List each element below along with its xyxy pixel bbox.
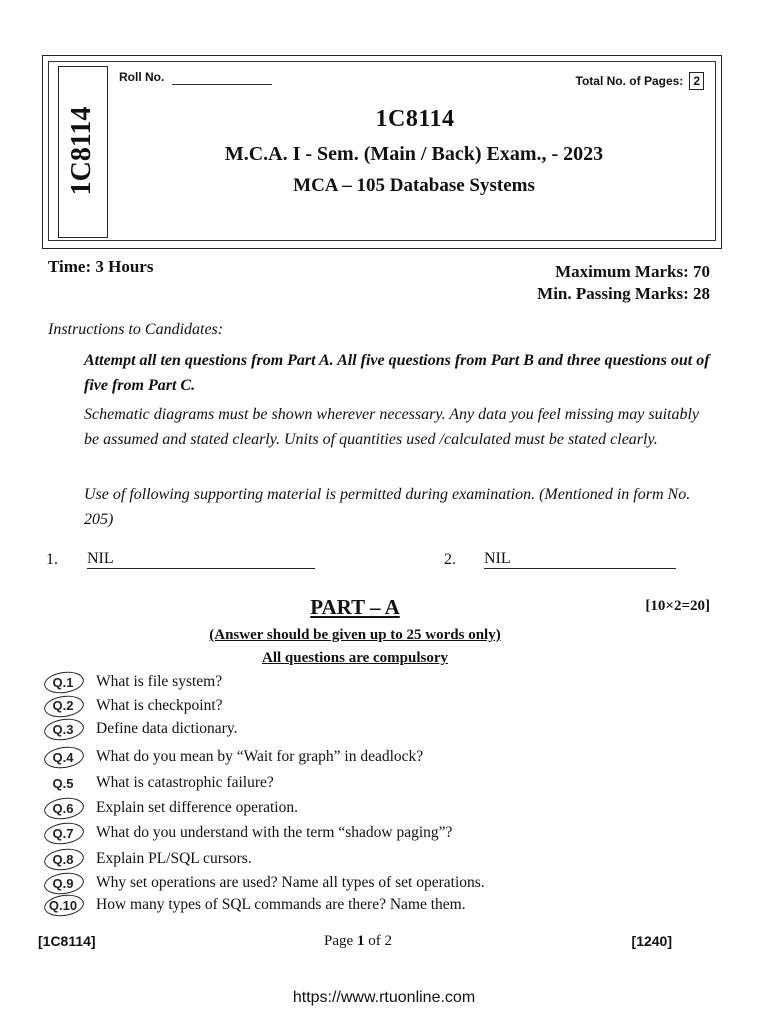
instruction-diagrams: Schematic diagrams must be shown wherever necessary. Any data you feel missing may suitably be assumed and stated clearly. Units of quantities used /calculated must be stated clearly. (84, 406, 700, 448)
question-number: Q.10 (40, 895, 86, 915)
handwritten-circle-mark (43, 669, 86, 695)
question-text: What is file system? (96, 673, 223, 690)
material-2-number: 2. (444, 551, 456, 568)
handwritten-circle-mark (43, 892, 86, 918)
question-item (0, 798, 768, 820)
question-item (0, 672, 768, 694)
subject-title: MCA – 105 Database Systems (293, 175, 535, 196)
side-paper-code: 1C8114 (66, 106, 97, 196)
question-number: Q.6 (40, 798, 86, 818)
part-a-title: PART – A (310, 595, 400, 619)
question-text: What do you mean by “Wait for graph” in deadlock? (96, 748, 424, 765)
question-text: What is checkpoint? (96, 696, 223, 714)
roll-no-label: Roll No. (119, 70, 165, 84)
exam-title: M.C.A. I - Sem. (Main / Back) Exam., - 2023 (224, 143, 604, 165)
question-item (0, 719, 768, 741)
question-item (0, 873, 768, 895)
question-item (0, 895, 768, 917)
question-item (0, 849, 768, 871)
handwritten-circle-mark (43, 795, 86, 821)
footer-paper-code: [1C8114] (38, 933, 96, 949)
question-item (0, 696, 768, 718)
paper-code: 1C8114 (375, 106, 455, 132)
material-2-text: NIL (484, 551, 676, 569)
question-number: Q.8 (40, 849, 86, 869)
question-number: Q.1 (40, 672, 86, 692)
handwritten-circle-mark (43, 716, 86, 742)
question-text: What do you understand with the term “shadow paging”? (96, 824, 453, 841)
question-text: What is catastrophic failure? (96, 774, 274, 791)
question-number: Q.3 (40, 719, 86, 739)
question-number: Q.7 (40, 823, 86, 843)
instruction-material: Use of following supporting material is permitted during examination. (Mentioned in form No. 205) (84, 486, 691, 528)
question-number: Q.9 (40, 873, 86, 893)
question-number: Q.2 (40, 696, 86, 716)
handwritten-circle-mark (43, 820, 86, 846)
total-pages-value: 2 (689, 72, 704, 90)
source-url-link[interactable]: https://www.rtuonline.com (292, 989, 476, 1006)
question-item (0, 823, 768, 845)
handwritten-circle-mark (43, 693, 86, 719)
question-text: Explain PL/SQL cursors. (96, 850, 252, 867)
question-text: Why set operations are used? Name all types of set operations. (96, 874, 485, 891)
min-passing-marks: Min. Passing Marks: 28 (537, 284, 710, 303)
roll-no-line (172, 84, 272, 85)
handwritten-circle-mark (43, 744, 86, 770)
material-1-text: NIL (87, 551, 315, 569)
material-1-number: 1. (46, 551, 58, 568)
maximum-marks: Maximum Marks: 70 (555, 262, 710, 281)
part-a-marks: [10×2=20] (645, 598, 710, 614)
question-text: How many types of SQL commands are there? Name them. (96, 896, 466, 913)
marks-block (537, 261, 710, 305)
instructions-heading: Instructions to Candidates: (48, 321, 224, 338)
total-pages-label: Total No. of Pages: (575, 74, 684, 88)
page-indicator: Page 1 of 2 (324, 933, 392, 949)
part-a-compulsory-note: All questions are compulsory (262, 650, 448, 666)
question-item (0, 747, 768, 769)
question-item (0, 773, 768, 795)
footer-serial: [1240] (631, 933, 672, 949)
handwritten-circle-mark (43, 846, 86, 872)
question-text: Define data dictionary. (96, 720, 238, 737)
handwritten-circle-mark (43, 870, 86, 896)
total-pages (576, 72, 704, 90)
question-text: Explain set difference operation. (96, 799, 298, 816)
part-a-word-limit: (Answer should be given up to 25 words only) (209, 627, 501, 643)
question-number: Q.5 (52, 775, 74, 791)
exam-time: Time: 3 Hours (48, 257, 154, 276)
question-number: Q.4 (40, 747, 86, 767)
instruction-attempt: Attempt all ten questions from Part A. All five questions from Part B and three questions out of five from Part C. (84, 352, 710, 394)
